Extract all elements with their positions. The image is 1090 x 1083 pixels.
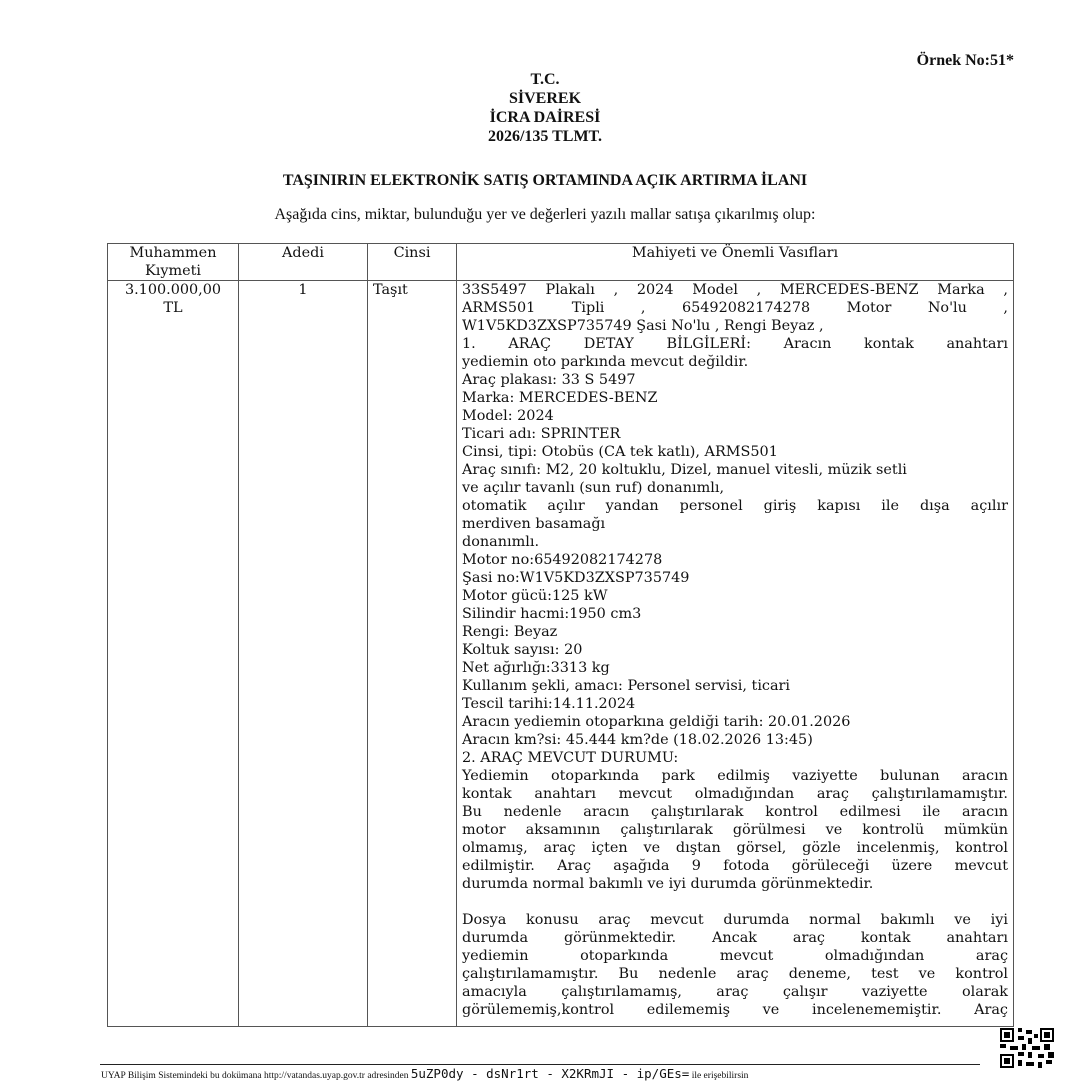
desc-line: W1V5KD3ZXSP735749 Şasi No'lu , Rengi Beyaz , [462, 318, 824, 334]
desc-line: Araç sınıfı: M2, 20 koltuklu, Dizel, manuel vitesli, müzik setli [462, 462, 907, 478]
sample-number: Örnek No:51* [916, 52, 1014, 69]
footer-prefix: UYAP Bilişim Sistemindeki bu dokümana http://vatandas.uyap.gov.tr adresinden [101, 1071, 409, 1081]
desc-line: Silindir hacmi:1950 cm3 [462, 606, 642, 622]
cell-quantity: 1 [239, 281, 368, 1027]
value-amount: 3.100.000,00 [124, 282, 222, 298]
cell-type: Taşıt [368, 281, 457, 1027]
intro-text: Aşağıda cins, miktar, bulunduğu yer ve değerleri yazılı mallar satışa çıkarılmış olup: [274, 206, 816, 223]
header-line-tc: T.C. [530, 71, 560, 88]
desc-line: Yediemin otoparkında park edilmiş vaziyette bulunan aracın [462, 768, 1008, 784]
desc-line: merdiven basamağı [462, 516, 606, 532]
value-currency: TL [163, 300, 183, 316]
desc-line: Rengi: Beyaz [462, 624, 558, 640]
desc-line: Aracın km?si: 45.444 km?de (18.02.2026 13:45) [462, 732, 813, 748]
desc-line: Dosya konusu araç mevcut durumda normal bakımlı ve iyi [462, 912, 1008, 928]
desc-line: 33S5497 Plakalı , 2024 Model , MERCEDES-BENZ Marka , [462, 282, 1008, 298]
table-header-row [108, 244, 1014, 281]
desc-line: Model: 2024 [462, 408, 554, 424]
header-quantity: Adedi [239, 244, 368, 281]
verification-code: 5uZP0dy - dsNr1rt - X2KRmJI - ip/GEs= [410, 1066, 690, 1081]
desc-line: Bu nedenle aracın çalıştırılarak kontrol edilmesi ile aracın [462, 804, 1008, 820]
desc-line: otomatik açılır yandan personel giriş kapısı ile dışa açılır [462, 498, 1008, 514]
desc-line: ve açılır tavanlı (sun ruf) donanımlı, [462, 480, 725, 496]
desc-line: Ticari adı: SPRINTER [462, 426, 621, 442]
table-row [108, 281, 1014, 1027]
desc-line: Motor gücü:125 kW [462, 588, 608, 604]
desc-line: çalıştırılamamıştır. Bu nedenle araç deneme, test ve kontrol [462, 966, 1008, 982]
desc-line: Net ağırlığı:3313 kg [462, 660, 610, 676]
desc-line: yediemin oto parkında mevcut değildir. [462, 354, 749, 370]
cell-description [457, 281, 1014, 1027]
desc-line: motor aksamının çalıştırılarak görülmesi ve kontrolü mümkün [462, 822, 1008, 838]
issuer-header [0, 70, 1090, 146]
header-line-file-no: 2026/135 TLMT. [487, 128, 603, 145]
desc-line: Araç plakası: 33 S 5497 [462, 372, 636, 388]
footer-suffix: ile erişebilirsin [691, 1071, 749, 1081]
items-table [107, 243, 1014, 1027]
header-description: Mahiyeti ve Önemli Vasıfları [457, 244, 1014, 281]
footer-divider [100, 1064, 980, 1065]
desc-line: edilmiştir. Araç aşağıda 9 fotoda görüleceği üzere mevcut [462, 858, 1008, 874]
desc-line: 2. ARAÇ MEVCUT DURUMU: [462, 750, 679, 766]
cell-estimated-value [108, 281, 239, 1027]
header-type: Cinsi [368, 244, 457, 281]
desc-line: Motor no:65492082174278 [462, 552, 663, 568]
desc-line: görülememiş,kontrol edilememiş ve incelenememiştir. Araç [462, 1002, 1008, 1018]
desc-line: Marka: MERCEDES-BENZ [462, 390, 658, 406]
desc-line: ARMS501 Tipli , 65492082174278 Motor No'lu , [462, 300, 1008, 316]
desc-line: Cinsi, tipi: Otobüs (CA tek katlı), ARMS501 [462, 444, 778, 460]
desc-line: durumda normal bakımlı ve iyi durumda görünmektedir. [462, 876, 874, 892]
desc-line: olmamış, araç içten ve dıştan görsel, gözle incelenmiş, kontrol [462, 840, 1008, 856]
desc-line: yediemin otoparkında mevcut olmadığından araç [462, 948, 1008, 964]
desc-line: Aracın yediemin otoparkına geldiği tarih: 20.01.2026 [462, 714, 851, 730]
desc-line: durumda görünmektedir. Ancak araç kontak anahtarı [462, 930, 1008, 946]
desc-line: 1. ARAÇ DETAY BİLGİLERİ: Aracın kontak anahtarı [462, 336, 1008, 352]
desc-line: Şasi no:W1V5KD3ZXSP735749 [462, 570, 690, 586]
desc-line: Kullanım şekli, amacı: Personel servisi, ticari [462, 678, 791, 694]
header-estimated-value: Muhammen Kıymeti [108, 244, 239, 281]
desc-blank-line [462, 893, 1008, 911]
qr-code-icon [1000, 1028, 1054, 1068]
header-line-city: SİVEREK [508, 90, 582, 107]
footer-verification [101, 1066, 748, 1081]
desc-line: kontak anahtarı mevcut olmadığından araç çalıştırılamamıştır. [462, 786, 1008, 802]
desc-line: Tescil tarihi:14.11.2024 [462, 696, 636, 712]
page-title: TAŞINIRIN ELEKTRONİK SATIŞ ORTAMINDA AÇIK ARTIRMA İLANI [282, 172, 808, 189]
desc-line: amacıyla çalıştırılamamış, araç çalışır vaziyette olarak [462, 984, 1008, 1000]
desc-line: donanımlı. [462, 534, 540, 550]
desc-line: Koltuk sayısı: 20 [462, 642, 583, 658]
header-line-office: İCRA DAİRESİ [489, 109, 601, 126]
